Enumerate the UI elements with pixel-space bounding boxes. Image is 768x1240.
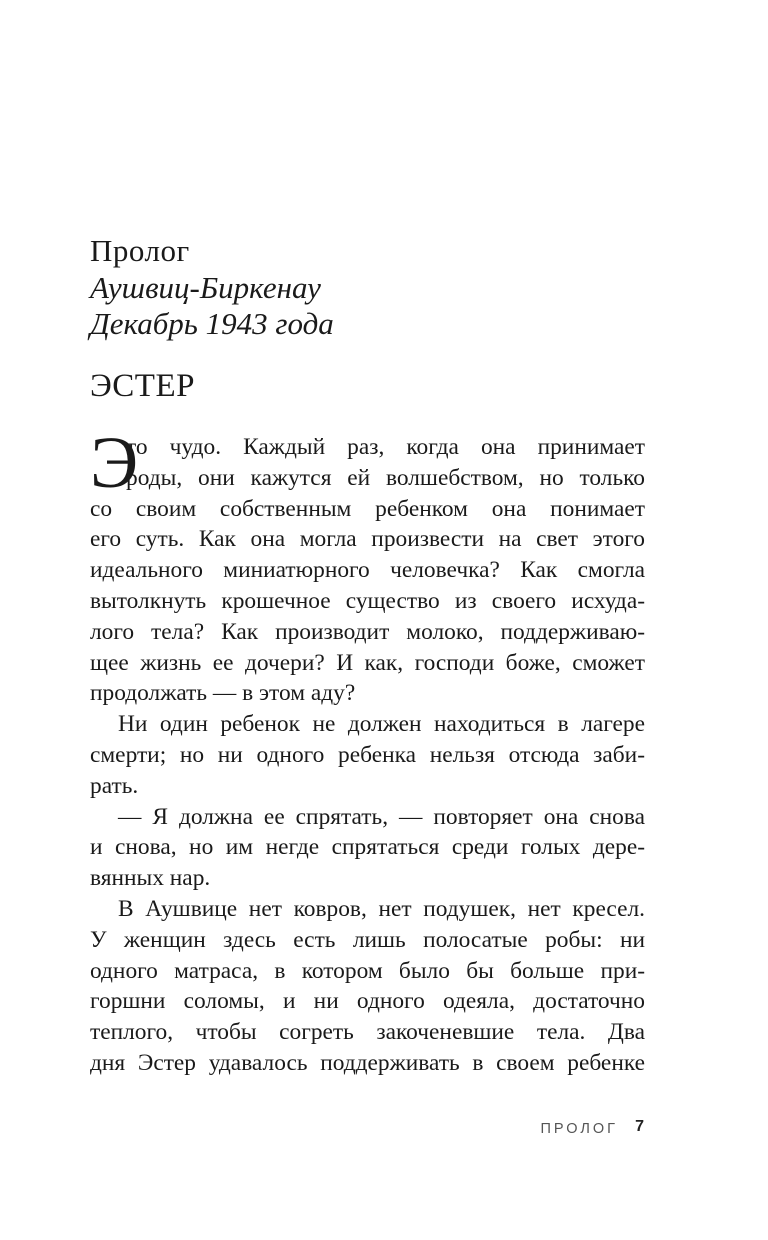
text-line: Ни один ребенок не должен находиться в лагере xyxy=(118,711,645,738)
text-line: его суть. Как она могла произвести на свет этого xyxy=(90,526,645,553)
text-line: В Аушвице нет ковров, нет подушек, нет кресел. xyxy=(118,895,645,922)
text-line: со своим собственным ребенком она понимает xyxy=(90,495,645,522)
text-line: теплого, чтобы согреть закоченевшие тела. Два xyxy=(90,1019,645,1046)
text-line: рать. xyxy=(90,772,139,799)
running-head: ПРОЛОГ xyxy=(540,1121,618,1137)
text-line: роды, они кажутся ей волшебством, но только xyxy=(126,464,645,491)
text-line: щее жизнь ее дочери? И как, господи боже, сможет xyxy=(90,649,645,676)
narrator-name: ЭСТЕР xyxy=(90,368,195,404)
text-line: идеального миниатюрного человечка? Как смогла xyxy=(90,557,645,584)
text-line: то чудо. Каждый раз, когда она принимает xyxy=(126,434,645,460)
text-line: У женщин здесь есть лишь полосатые робы: ни xyxy=(90,926,645,953)
text-line: горшни соломы, и ни одного одеяла, достаточно xyxy=(90,988,645,1015)
text-line: лого тела? Как производит молоко, поддерживаю- xyxy=(90,618,645,645)
body-text xyxy=(90,422,645,1079)
page-number: 7 xyxy=(635,1118,644,1135)
section-title: Пролог xyxy=(90,233,190,268)
text-line: смерти; но ни одного ребенка нельзя отсюда заби- xyxy=(90,741,645,768)
date-subtitle: Декабрь 1943 года xyxy=(90,306,334,341)
chapter-heading xyxy=(90,232,334,406)
location-subtitle: Аушвиц-Биркенау xyxy=(90,270,321,305)
text-line: дня Эстер удавалось поддерживать в своем ребенке xyxy=(90,1049,645,1076)
text-line: вянных нар. xyxy=(90,865,211,892)
text-line: — Я должна ее спрятать, — повторяет она снова xyxy=(118,803,645,830)
drop-cap: Э xyxy=(90,422,139,503)
text-line: продолжать — в этом аду? xyxy=(90,680,356,707)
text-line: вытолкнуть крошечное существо из своего исхуда- xyxy=(90,587,645,614)
text-line: и снова, но им негде спрятаться среди голых дере- xyxy=(90,834,645,861)
text-line: одного матраса, в котором было бы больше при- xyxy=(90,957,645,984)
